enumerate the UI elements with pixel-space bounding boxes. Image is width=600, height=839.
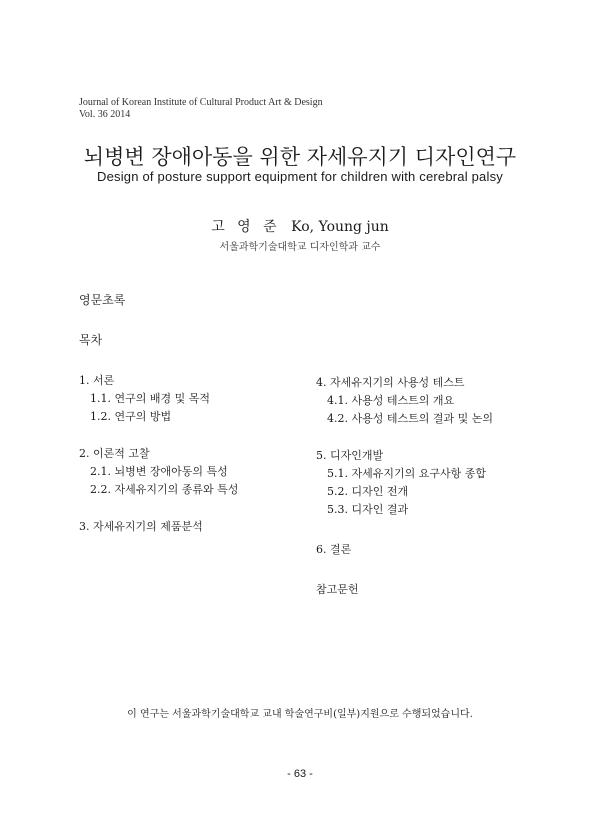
- toc-item: 5. 디자인개발: [316, 449, 384, 462]
- toc-subitem: 4.2. 사용성 테스트의 결과 및 논의: [327, 412, 493, 425]
- toc-section-5: [316, 447, 493, 519]
- toc-item: 3. 자세유지기의 제품분석: [79, 520, 203, 533]
- funding-footnote: 이 연구는 서울과학기술대학교 교내 학술연구비(일부)지원으로 수행되었습니다.: [127, 709, 473, 720]
- author-name-english: Ko, Young jun: [291, 219, 389, 235]
- toc-heading: 목차: [79, 333, 103, 347]
- toc-section-4: [316, 374, 493, 428]
- toc-subitem: 5.1. 자세유지기의 요구사항 종합: [327, 467, 486, 480]
- toc-item: 2. 이론적 고찰: [79, 447, 150, 460]
- toc-left-column: [79, 372, 238, 555]
- toc-section-3: [79, 518, 238, 536]
- page-number: - 63 -: [287, 768, 313, 780]
- journal-volume: Vol. 36 2014: [79, 109, 131, 120]
- toc-subitem: 4.1. 사용성 테스트의 개요: [327, 394, 455, 407]
- paper-title-english: Design of posture support equipment for children with cerebral palsy: [97, 169, 503, 184]
- author-affiliation: 서울과학기술대학교 디자인학과 교수: [219, 242, 381, 253]
- toc-subitem: 1.1. 연구의 배경 및 목적: [90, 392, 210, 405]
- toc-right-column: [316, 374, 493, 599]
- author-line: [0, 216, 600, 236]
- abstract-heading: 영문초록: [79, 293, 126, 307]
- toc-section-1: [79, 372, 238, 426]
- toc-item: 6. 결론: [316, 543, 352, 556]
- toc-references: 참고문헌: [316, 583, 359, 596]
- author-name-korean: 고 영 준: [211, 219, 281, 235]
- toc-subitem: 5.3. 디자인 결과: [327, 503, 409, 516]
- journal-name: Journal of Korean Institute of Cultural Product Art & Design: [79, 97, 323, 108]
- toc-item: 4. 자세유지기의 사용성 테스트: [316, 376, 465, 389]
- journal-header: [79, 97, 323, 121]
- paper-title-korean: 뇌병변 장애아동을 위한 자세유지기 디자인연구: [83, 145, 517, 169]
- toc-subitem: 1.2. 연구의 방법: [90, 410, 172, 423]
- toc-section-6: [316, 541, 493, 559]
- toc-subitem: 2.1. 뇌병변 장애아동의 특성: [90, 465, 228, 478]
- toc-item: 1. 서론: [79, 374, 115, 387]
- toc-subitem: 5.2. 디자인 전개: [327, 485, 409, 498]
- toc-section-2: [79, 445, 238, 499]
- toc-subitem: 2.2. 자세유지기의 종류와 특성: [90, 483, 239, 496]
